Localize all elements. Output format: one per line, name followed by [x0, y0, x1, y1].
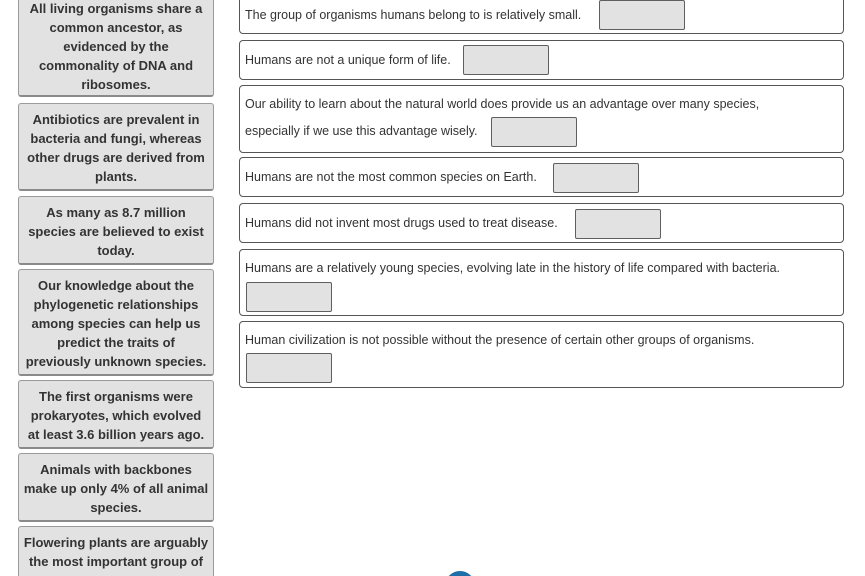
tile-line: make up only 4% of all animal: [23, 481, 209, 496]
statement-row: [239, 203, 844, 243]
tile-line: commonality of DNA and: [38, 58, 194, 73]
statement-text: Humans are not the most common species on Earth.: [245, 170, 537, 184]
statement-text: Humans are not a unique form of life.: [245, 53, 451, 67]
answer-tile-antibiotics[interactable]: [18, 103, 214, 191]
answer-tile-common-ancestor[interactable]: [18, 0, 214, 97]
answer-tile-backbone-animals[interactable]: [18, 453, 214, 522]
answer-tile-species-count[interactable]: [18, 196, 214, 265]
tile-line: The first organisms were: [39, 389, 193, 404]
tile-line: species are believed to exist: [28, 224, 204, 239]
statement-row: [239, 85, 844, 153]
answer-tile-flowering-plants[interactable]: [18, 526, 214, 576]
statement-row: [239, 40, 844, 80]
statement-row: [239, 0, 844, 34]
statement-text: Humans are a relatively young species, evolving late in the history of life compared with bacteria.: [245, 261, 780, 275]
tile-line: the most important group of: [28, 554, 204, 569]
drop-zone[interactable]: [575, 209, 661, 239]
tile-line: bacteria and fungi, whereas: [30, 131, 202, 146]
drop-zone[interactable]: [246, 282, 332, 312]
statement-text: especially if we use this advantage wisely.: [245, 124, 478, 138]
answer-tile-first-organisms[interactable]: [18, 380, 214, 449]
tile-line: Animals with backbones: [40, 462, 192, 477]
tile-line: other drugs are derived from: [27, 150, 205, 165]
tile-line: at least 3.6 billion years ago.: [27, 427, 205, 442]
scroll-indicator-icon[interactable]: [445, 571, 475, 576]
statement-text: The group of organisms humans belong to is relatively small.: [245, 8, 582, 22]
statement-row: [239, 249, 844, 316]
drop-zone[interactable]: [553, 163, 639, 193]
statement-row: [239, 321, 844, 388]
tile-line: ribosomes.: [81, 77, 151, 92]
statement-text: Our ability to learn about the natural world does provide us an advantage over many species,: [245, 97, 760, 111]
drop-zone[interactable]: [246, 353, 332, 383]
tile-line: Flowering plants are arguably: [23, 535, 209, 550]
tile-line: previously unknown species.: [25, 354, 207, 369]
drop-zone[interactable]: [599, 0, 685, 30]
tile-line: As many as 8.7 million: [46, 205, 186, 220]
statement-text: Human civilization is not possible without the presence of certain other groups of organisms.: [245, 333, 755, 347]
tile-line: evidenced by the: [63, 39, 169, 54]
tile-line: phylogenetic relationships: [33, 297, 199, 312]
tile-line: predict the traits of: [57, 335, 175, 350]
tile-line: Antibiotics are prevalent in: [32, 112, 200, 127]
tile-line: among species can help us: [31, 316, 201, 331]
tile-line: prokaryotes, which evolved: [30, 408, 202, 423]
tile-line: today.: [97, 243, 135, 258]
tile-line: Our knowledge about the: [37, 278, 194, 293]
tile-line: All living organisms share a: [29, 1, 203, 16]
drop-zone[interactable]: [463, 45, 549, 75]
statement-text: Humans did not invent most drugs used to treat disease.: [245, 216, 558, 230]
tile-line: common ancestor, as: [49, 20, 183, 35]
answer-tile-phylogenetic-knowledge[interactable]: [18, 269, 214, 376]
tile-line: species.: [90, 500, 142, 515]
drop-zone[interactable]: [491, 117, 577, 147]
statement-row: [239, 157, 844, 197]
tile-line: plants.: [95, 169, 137, 184]
